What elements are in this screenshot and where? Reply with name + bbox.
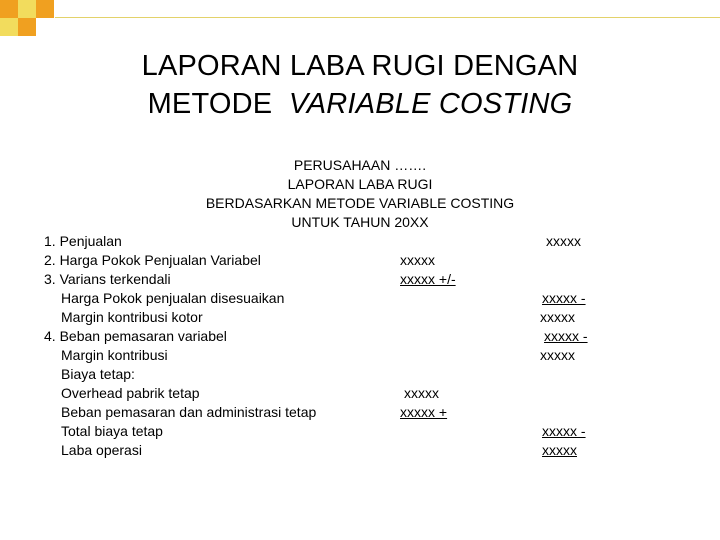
line-label: 1. Penjualan [44, 233, 122, 249]
header-rule [55, 17, 720, 18]
line-col2: xxxxx - [542, 290, 586, 306]
corner-square-orange-3 [18, 18, 36, 36]
corner-square-orange-1 [0, 0, 18, 18]
company-name: PERUSAHAAN ……. [293, 157, 427, 173]
line-col2: xxxxx [542, 442, 577, 458]
title-italic: VARIABLE COSTING [288, 88, 573, 120]
line-col2: xxxxx - [544, 328, 588, 344]
corner-square-yellow-1 [18, 0, 36, 18]
line-label: Laba operasi [61, 442, 142, 458]
slide-title-line2 [0, 86, 720, 122]
line-label: 4. Beban pemasaran variabel [44, 328, 227, 344]
slide-title-line1: LAPORAN LABA RUGI DENGAN [141, 50, 579, 82]
line-col1: xxxxx [400, 252, 435, 268]
line-label: Margin kontribusi [61, 347, 168, 363]
line-col2: xxxxx [540, 347, 575, 363]
line-label: Beban pemasaran dan administrasi tetap [61, 404, 317, 420]
line-label: Overhead pabrik tetap [61, 385, 200, 401]
report-name: LAPORAN LABA RUGI [287, 176, 433, 192]
corner-square-orange-2 [36, 0, 54, 18]
line-label: Total biaya tetap [61, 423, 163, 439]
line-label: 2. Harga Pokok Penjualan Variabel [44, 252, 261, 268]
line-col1: xxxxx +/- [400, 271, 456, 287]
report-period: UNTUK TAHUN 20XX [291, 214, 429, 230]
line-label: Margin kontribusi kotor [61, 309, 203, 325]
line-col1: xxxxx [404, 385, 439, 401]
title-prefix: METODE [147, 88, 273, 120]
line-col1: xxxxx + [400, 404, 448, 420]
line-label: 3. Varians terkendali [44, 271, 171, 287]
line-col2: xxxxx [540, 309, 575, 325]
report-method: BERDASARKAN METODE VARIABLE COSTING [205, 195, 515, 211]
line-col2: xxxxx - [542, 423, 586, 439]
line-col2: xxxxx [546, 233, 581, 249]
line-label: Harga Pokok penjualan disesuaikan [61, 290, 285, 306]
line-label: Biaya tetap: [61, 366, 135, 382]
corner-square-yellow-2 [0, 18, 18, 36]
